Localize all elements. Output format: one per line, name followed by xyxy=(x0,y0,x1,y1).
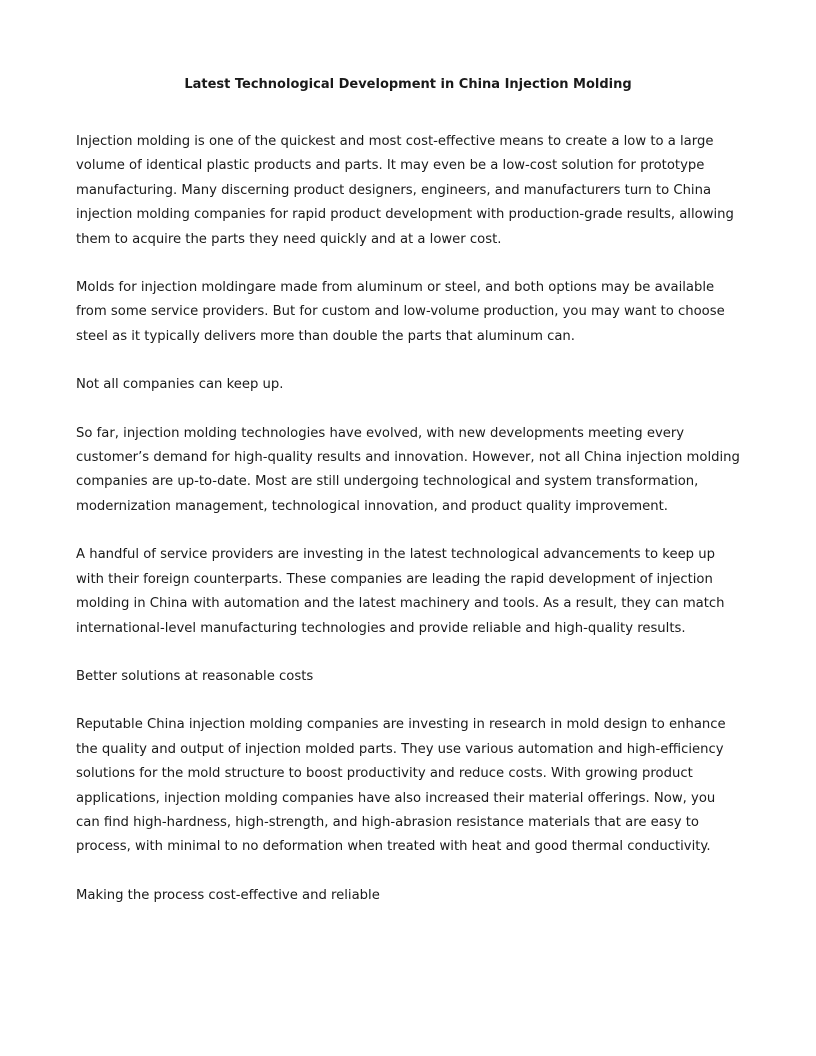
paragraph-evolution: So far, injection molding technologies have evolved, with new developments meeting every customer’s demand for high-quality results and innovation. However, not all China injection molding companies are up-to-date. Most are still undergoing technological and system transformation, modernization management, technological innovation, and product quality improvement. xyxy=(76,425,740,514)
paragraph-mold-design: Reputable China injection molding companies are investing in research in mold design to enhance the quality and output of injection molded parts. They use various automation and high-efficiency solutions for the mold structure to boost productivity and reduce costs. With growing product applications, injection molding companies have also increased their material offerings. Now, you can find high-hardness, high-strength, and high-abrasion resistance materials that are easy to process, with minimal to no deformation when treated with heat and good thermal conductivity. xyxy=(76,717,726,855)
paragraph-service-providers: A handful of service providers are investing in the latest technological advancements to keep up with their foreign counterparts. These companies are leading the rapid development of injection molding in China with automation and the latest machinery and tools. As a result, they can match international-level manufacturing technologies and provide reliable and high-quality results. xyxy=(76,547,725,636)
paragraph-molds: Molds for injection moldingare made from aluminum or steel, and both options may be available from some service providers. But for custom and low-volume production, you may want to choose steel as it typically delivers more than double the parts that aluminum can. xyxy=(76,280,725,344)
section-heading-cost-effective: Making the process cost-effective and reliable xyxy=(76,887,380,903)
paragraph-intro: Injection molding is one of the quickest and most cost-effective means to create a low to a large volume of identical plastic products and parts. It may even be a low-cost solution for prototype manufacturing. Many discerning product designers, engineers, and manufacturers turn to China injection molding companies for rapid product development with production-grade results, allowing them to acquire the parts they need quickly and at a lower cost. xyxy=(76,134,734,247)
document-title: Latest Technological Development in China Injection Molding xyxy=(184,77,632,92)
document-body xyxy=(76,130,741,932)
section-heading-better-solutions: Better solutions at reasonable costs xyxy=(76,668,314,684)
section-heading-keep-up: Not all companies can keep up. xyxy=(76,377,284,393)
